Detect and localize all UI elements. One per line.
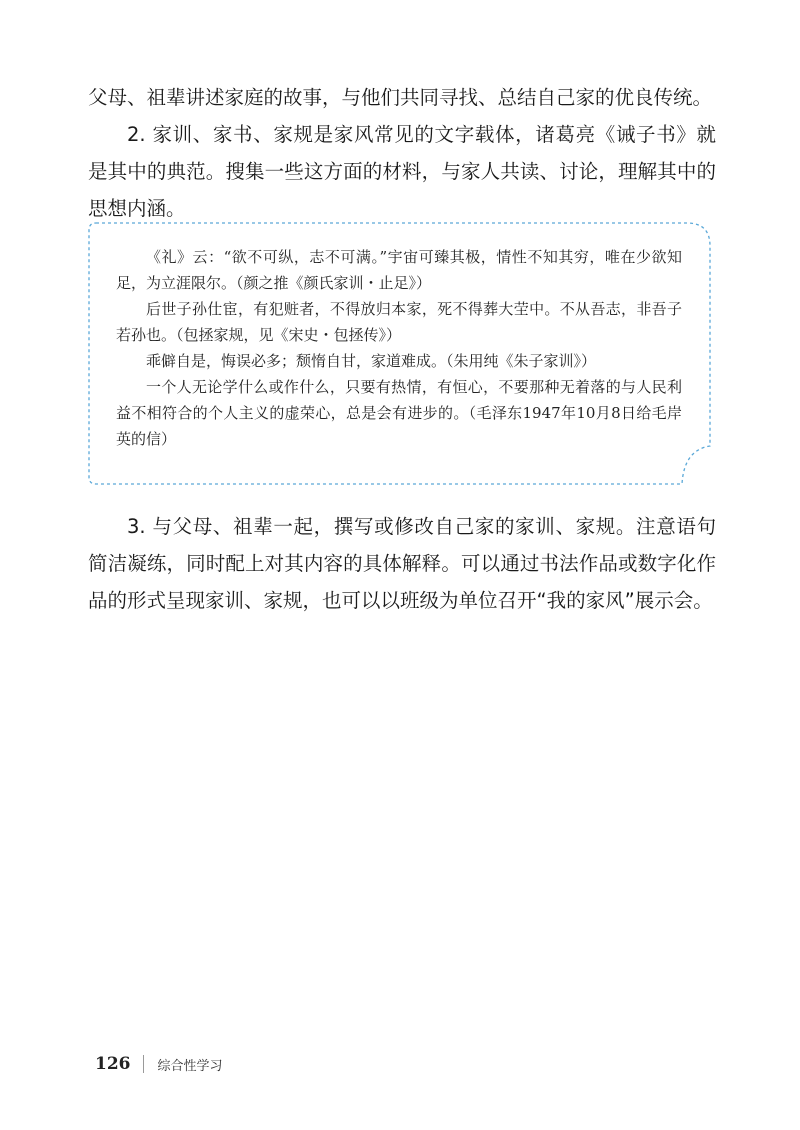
quote-bao-zheng: 后世子孙仕宦，有犯赃者，不得放归本家，死不得葬大茔中。不从吾志，非吾子若孙也。（包拯家规，见《宋史・包拯传》） (116, 300, 682, 344)
quote-yan-zhitui: 《礼》云：“欲不可纵，志不可满。”宇宙可臻其极，情性不知其穷，唯在少欲知足，为立涯限尔。（颜之推《颜氏家训・止足》） (116, 248, 682, 292)
quote-mao-zedong: 一个人无论学什么或作什么，只要有热情，有恒心，不要那种无着落的与人民利益不相符合的个人主义的虚荣心，总是会有进步的。（毛泽东1947年10月8日给毛岸英的信） (116, 378, 682, 448)
quote-zhu-yongchun: 乖僻自是，悔误必多；颓惰自甘，家道难成。（朱用纯《朱子家训》） (146, 352, 597, 370)
page-footer (95, 1052, 223, 1076)
section-title: 综合性学习 (157, 1058, 223, 1074)
paragraph-item-3: 3. 与父母、祖辈一起，撰写或修改自己家的家训、家规。注意语句简洁凝练，同时配上对其内容的具体解释。可以通过书法作品或数字化作品的形式呈现家训、家规，也可以以班级为单位召开“我的家风”展示会。 (88, 515, 716, 612)
paragraph-continued: 父母、祖辈讲述家庭的故事，与他们共同寻找、总结自己家的优良传统。 (88, 86, 713, 109)
footer-divider (143, 1055, 144, 1073)
quotation-box (88, 222, 713, 486)
page-number: 126 (95, 1054, 131, 1074)
paragraph-item-2: 2. 家训、家书、家规是家风常见的文字载体，诸葛亮《诫子书》就是其中的典范。搜集一些这方面的材料，与家人共读、讨论，理解其中的思想内涵。 (88, 123, 716, 220)
quotation-list (116, 244, 682, 452)
